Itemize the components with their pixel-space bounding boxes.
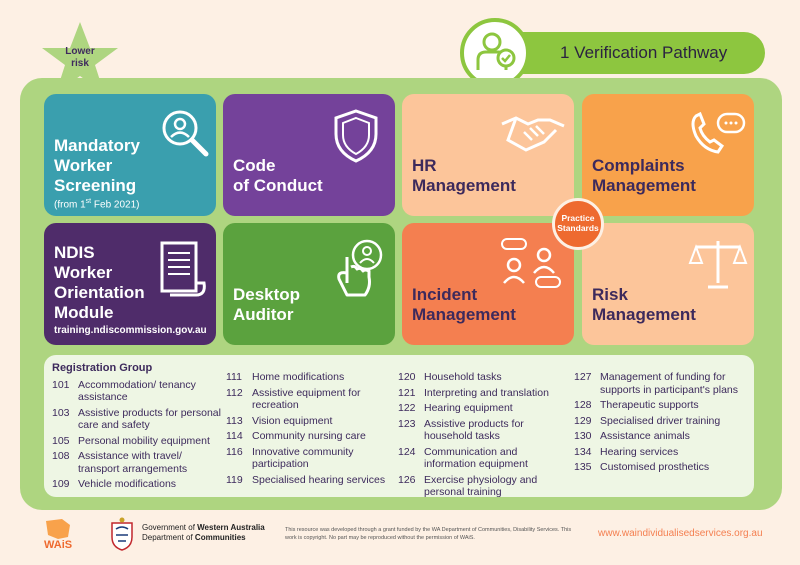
website-link[interactable]: www.waindividualisedservices.org.au xyxy=(598,528,763,539)
government-name: Government of Western Australia Department of Communities xyxy=(142,523,265,542)
tile-hr-management: HR Management xyxy=(402,94,574,216)
list-item: 128 Therapeutic supports xyxy=(574,399,699,411)
list-item: 127 Management of funding for supports in participant's plans xyxy=(574,371,738,396)
tile-mandatory-worker-screening: Mandatory Worker Screening (from 1st Feb 2021) xyxy=(44,94,216,216)
wais-logo xyxy=(40,517,80,551)
people-chat-icon xyxy=(498,237,564,291)
copyright-notice: This resource was developed through a grant funded by the WA Department of Communities, Disability Services. This work is copyright. No part may be reproduced without the permission of WAiS. xyxy=(285,527,572,541)
training-url[interactable]: training.ndiscommission.gov.au xyxy=(54,325,207,336)
list-item: 103 Assistive products for personal care and safety xyxy=(52,406,221,431)
scales-icon xyxy=(688,235,748,291)
practice-standards-badge: Practice Standards xyxy=(552,198,604,250)
registration-column-1 xyxy=(52,362,222,494)
list-item: 109 Vehicle modifications xyxy=(52,478,177,490)
list-item: 105 Personal mobility equipment xyxy=(52,434,210,447)
list-item: 108 Assistance with travel/ transport arrangements xyxy=(52,450,188,475)
list-item: 111 Home modifications xyxy=(226,371,345,383)
list-item: 124 Communication and information equipment xyxy=(398,445,528,470)
tile-ndis-worker-orientation-module: NDIS Worker Orientation Module training.ndiscommission.gov.au xyxy=(44,223,216,345)
registration-title: Registration Group xyxy=(52,362,153,374)
wa-government-crest xyxy=(108,517,136,551)
list-item: 126 Exercise physiology and personal training xyxy=(398,473,538,498)
tile-complaints-management: Complaints Management xyxy=(582,94,754,216)
list-item: 121 Interpreting and translation xyxy=(398,386,549,399)
magnifier-person-icon xyxy=(160,108,210,160)
pathway-title: 1 Verification Pathway xyxy=(560,43,728,62)
screening-date: (from 1st Feb 2021) xyxy=(54,198,140,211)
list-item: 101 Accommodation/ tenancy assistance xyxy=(52,378,196,403)
risk-level-label: Lower risk xyxy=(65,46,95,69)
tile-risk-management: Risk Management xyxy=(582,223,754,345)
registration-column-2 xyxy=(226,371,391,489)
list-item: 129 Specialised driver training xyxy=(574,414,721,427)
list-item: 113 Vision equipment xyxy=(226,414,333,427)
tile-code-of-conduct: Code of Conduct xyxy=(223,94,395,216)
list-item: 112 Assistive equipment for recreation xyxy=(226,386,361,411)
handshake-icon xyxy=(498,110,568,154)
list-item: 122 Hearing equipment xyxy=(398,402,513,414)
list-item: 116 Innovative community participation xyxy=(226,445,354,470)
list-item: 114 Community nursing care xyxy=(226,430,366,442)
list-item: 135 Customised prosthetics xyxy=(574,461,710,473)
phone-chat-icon xyxy=(688,108,748,156)
registration-column-3 xyxy=(398,371,563,502)
list-item: 134 Hearing services xyxy=(574,445,679,458)
registration-column-4 xyxy=(574,371,746,477)
shield-icon xyxy=(331,108,381,164)
svg-text:WAiS: WAiS xyxy=(44,539,73,551)
list-item: 123 Assistive products for household tasks xyxy=(398,417,524,442)
tile-desktop-auditor: Desktop Auditor xyxy=(223,223,395,345)
tile-incident-management: Incident Management xyxy=(402,223,574,345)
hand-touch-icon xyxy=(329,235,389,305)
list-item: 130 Assistance animals xyxy=(574,430,690,442)
document-icon xyxy=(158,239,210,299)
list-item: 119 Specialised hearing services xyxy=(226,473,386,486)
list-item: 120 Household tasks xyxy=(398,371,502,383)
